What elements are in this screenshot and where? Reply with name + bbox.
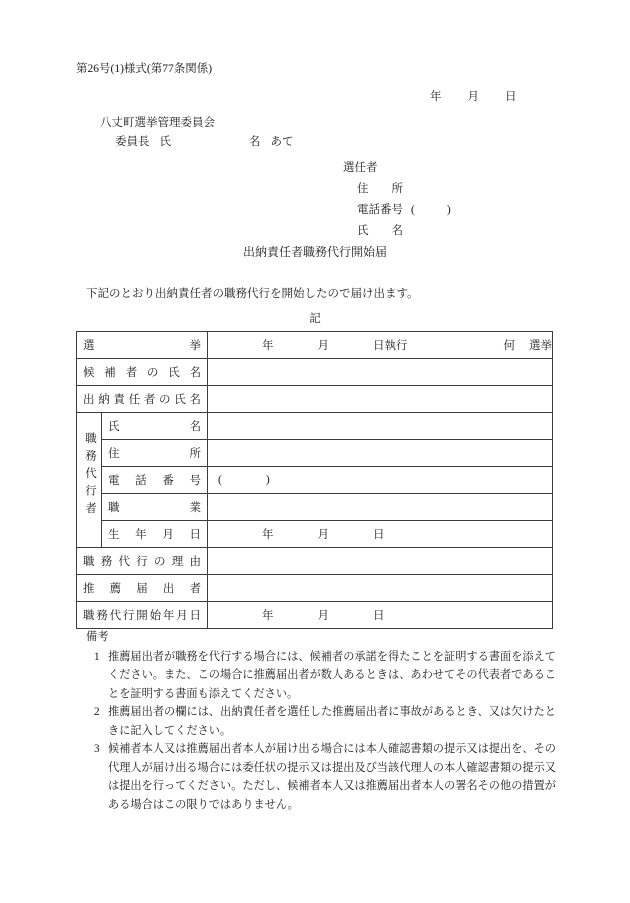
label-spread-agent-address: 住 所: [108, 448, 201, 460]
agent-phone-close-paren: ): [265, 474, 270, 486]
agent-group-vertical-label: 職務代行者: [84, 432, 96, 520]
table-row-agent-phone: [77, 467, 553, 494]
appointer-phone-close-paren: ): [446, 204, 451, 216]
row-label-agent-name: [102, 413, 208, 440]
header-date-day: 日: [505, 91, 517, 103]
table-row-treasurer-name: [77, 386, 553, 413]
label-spread-start-date: 職 務 代 行 開 始 年 月 日: [83, 610, 201, 622]
table-row-candidate-name: [77, 359, 553, 386]
table-row-start-date: [77, 602, 553, 629]
appointer-address-line: [343, 179, 451, 200]
document-title: 出納責任者職務代行開始届: [242, 245, 387, 259]
row-label-agent-birthdate: [102, 521, 208, 548]
row-value-agent-name[interactable]: [208, 413, 553, 440]
note-text: 候補者本人又は推薦届出者本人が届け出る場合には本人確認書類の提示又は提出を、その代理人が届け出る場合には委任状の提示又は提出及び当該代理人の本人確認書類の提示又は提出を行ってください。ただし、候補者本人又は推薦届出者本人の署名その他の措置がある場合はこの限りではありません。: [108, 743, 556, 811]
header-date-year: 年: [430, 91, 442, 103]
notes-section: [86, 628, 556, 814]
row-value-agent-occupation[interactable]: [208, 494, 553, 521]
row-label-treasurer-name: [77, 386, 208, 413]
birthdate-month-label: 月: [317, 529, 329, 541]
note-number: 3: [94, 743, 100, 755]
appointer-address-label: 住 所: [357, 183, 403, 195]
label-spread-agent-birthdate: 生 年 月 日: [108, 529, 201, 541]
birthdate-day-label: 日: [373, 529, 385, 541]
appointer-name-label: 氏 名: [357, 225, 403, 237]
label-spread-agent-name: 氏 名: [108, 421, 201, 433]
header-date-line: [430, 88, 517, 104]
appointer-heading: 選任者: [343, 162, 378, 174]
row-value-treasurer-name[interactable]: [208, 386, 553, 413]
table-row-election: [77, 332, 553, 359]
row-value-recommender[interactable]: [208, 575, 553, 602]
election-nani-label: 何: [503, 340, 515, 352]
chairman-mei-label: 名: [249, 136, 261, 148]
appointer-block: [343, 158, 451, 242]
note-item: [86, 740, 556, 814]
form-table: [76, 331, 553, 629]
birthdate-year-label: 年: [262, 529, 274, 541]
chairman-shi-label: 氏: [159, 136, 171, 148]
row-value-agent-address[interactable]: [208, 440, 553, 467]
table-row-recommender: [77, 575, 553, 602]
row-value-election[interactable]: [208, 332, 553, 359]
row-value-candidate-name[interactable]: [208, 359, 553, 386]
row-value-agent-phone[interactable]: [208, 467, 553, 494]
row-label-recommender: [77, 575, 208, 602]
form-number: 第26号(1)様式(第77条関係): [76, 63, 213, 75]
appointer-phone-open-paren: (: [411, 204, 415, 216]
note-item: [86, 703, 556, 740]
row-label-agent-address: [102, 440, 208, 467]
start-date-year-label: 年: [262, 610, 274, 622]
label-spread-treasurer: 出 納 責 任 者 の 氏 名: [83, 394, 201, 406]
addressee-chairman-line: [115, 133, 294, 149]
table-row-reason: [77, 548, 553, 575]
note-item: [86, 648, 556, 704]
note-text: 推薦届出者が職務を代行する場合には、候補者の承諾を得たことを証明する書面を添えてください。また、この場合に推薦届出者が数人あるときは、あわせてその代表者であることを証明する書面も添えてください。: [108, 650, 556, 700]
note-number: 1: [94, 650, 100, 663]
election-year-label: 年: [262, 340, 274, 352]
table-row-agent-address: [77, 440, 553, 467]
row-label-agent-phone: [102, 467, 208, 494]
row-label-agent-group: [77, 413, 102, 548]
row-label-reason: [77, 548, 208, 575]
election-kind-label: 選挙: [529, 340, 552, 352]
label-spread-agent-occupation: 職 業: [108, 502, 201, 514]
table-row-agent-name: [77, 413, 553, 440]
appointer-phone-line: [343, 200, 451, 221]
note-number: 2: [94, 706, 100, 718]
row-value-reason[interactable]: [208, 548, 553, 575]
notes-title: 備考: [86, 631, 109, 643]
appointer-name-line: [343, 221, 451, 242]
ki-mark: 記: [309, 313, 321, 325]
chairman-title: 委員長: [115, 136, 150, 148]
start-date-month-label: 月: [317, 610, 329, 622]
agent-phone-open-paren: (: [218, 474, 222, 486]
table-row-agent-birthdate: [77, 521, 553, 548]
start-date-day-label: 日: [373, 610, 385, 622]
election-month-label: 月: [317, 340, 329, 352]
chairman-ate-label: あて: [270, 136, 294, 148]
lead-paragraph: 下記のとおり出納責任者の職務代行を開始したので届け出ます。: [86, 288, 419, 300]
row-label-candidate-name: [77, 359, 208, 386]
note-text: 推薦届出者の欄には、出納責任者を選任した推薦届出者に事故があるとき、又は欠けたときに記入してください。: [108, 706, 556, 737]
row-label-agent-occupation: [102, 494, 208, 521]
addressee-organization: 八丈町選挙管理委員会: [100, 117, 215, 129]
header-date-month: 月: [467, 91, 479, 103]
label-spread-reason: 職 務 代 行 の 理 由: [83, 556, 201, 568]
row-value-agent-birthdate[interactable]: [208, 521, 553, 548]
election-exec-label: 日執行: [373, 340, 408, 352]
row-value-start-date[interactable]: [208, 602, 553, 629]
appointer-phone-label: 電話番号: [357, 204, 403, 216]
label-spread-recommender: 推 薦 届 出 者: [83, 583, 201, 595]
row-label-start-date: [77, 602, 208, 629]
row-label-election: 選 挙: [77, 332, 208, 359]
label-spread-candidate: 候 補 者 の 氏 名: [83, 367, 201, 379]
table-row-agent-occupation: [77, 494, 553, 521]
label-spread-agent-phone: 電 話 番 号: [108, 475, 201, 487]
